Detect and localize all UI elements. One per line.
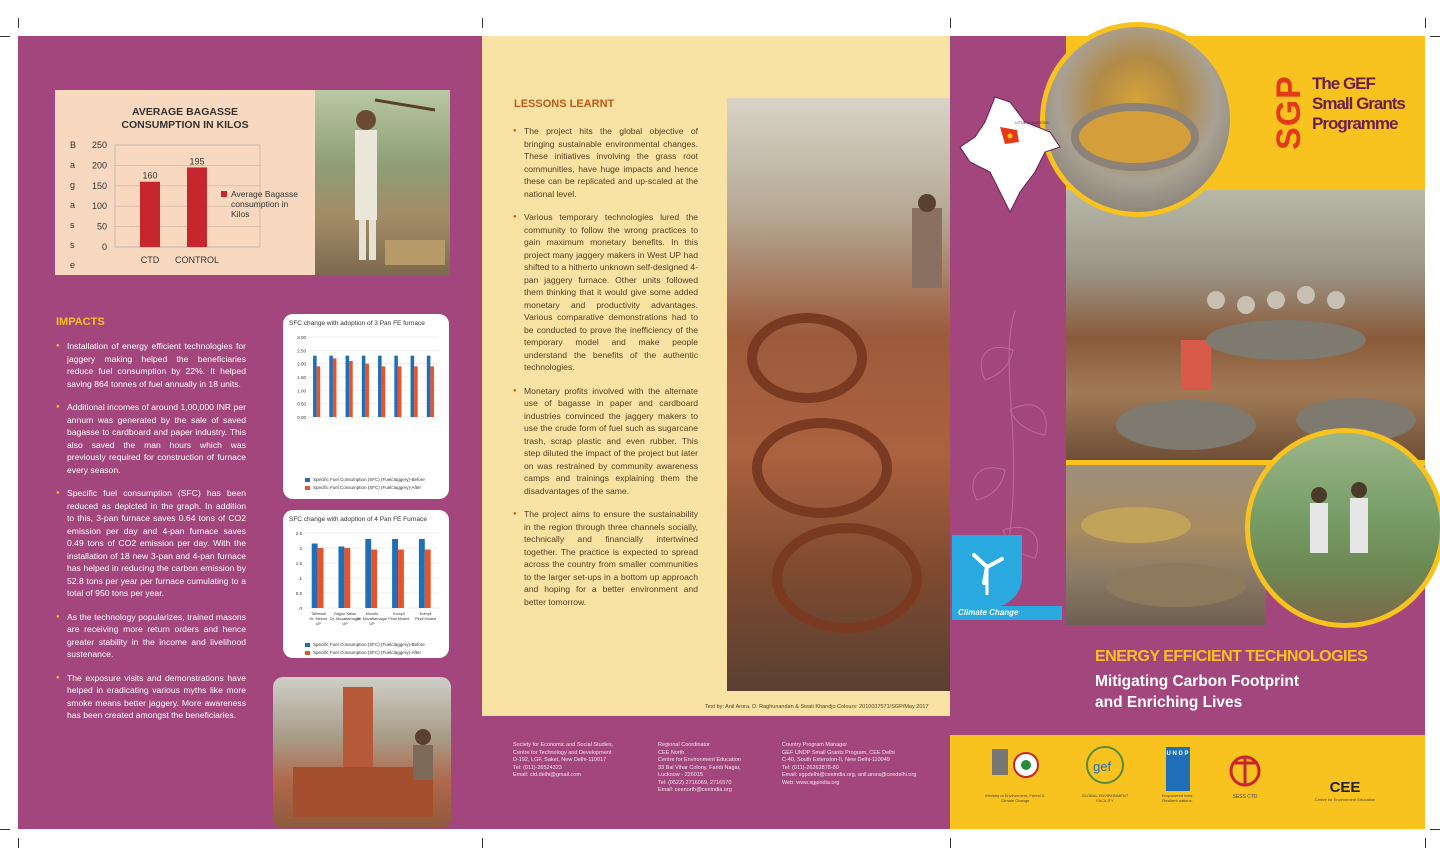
- contact-line: CEE North: [658, 749, 685, 756]
- impact-item: ● As the technology popularizes, trained masons are receiving more return orders and hence greater stability in the income and livelihood sustenance.: [56, 611, 246, 661]
- bagasse-y-label-letter: g: [70, 180, 76, 190]
- sfc-4pan-chart: [283, 510, 449, 658]
- undp-logo: [1155, 735, 1200, 829]
- gef-caption: GLOBAL ENVIRONMENT FACILITY: [1081, 793, 1129, 803]
- contact-line: Email: ctd.delhi@gmail.com: [513, 772, 581, 778]
- bagasse-y-tick: 0: [101, 242, 107, 252]
- sfc-bar: [398, 366, 402, 417]
- jaggery-vats-photo: [1066, 465, 1266, 625]
- sfc-bar: [411, 356, 415, 417]
- sgp-mark: SGP: [1270, 75, 1308, 150]
- contact-line: Tel: (011)-26262878-80: [782, 764, 839, 771]
- sfc-bar: [398, 550, 404, 609]
- sfc-bar: [339, 547, 345, 609]
- bagasse-bar: [140, 182, 160, 247]
- gef-logo: [1075, 735, 1135, 829]
- bagasse-title-line1: AVERAGE BAGASSE: [132, 106, 238, 118]
- bagasse-legend-text: Kilos: [231, 209, 250, 219]
- bagasse-legend-text: consumption in: [231, 199, 289, 209]
- bagasse-y-label-letter: B: [70, 140, 77, 150]
- bagasse-value-label: 195: [189, 156, 205, 167]
- bagasse-y-label-letter: s: [70, 240, 75, 250]
- sfc-y-tick: 1: [299, 576, 302, 581]
- sfc-bar: [313, 356, 317, 417]
- contact-cee-north: [658, 742, 741, 795]
- sfc-x-tick: Dt. Meerut: [309, 617, 328, 621]
- bagasse-x-tick: CONTROL: [174, 255, 220, 265]
- sgp-name-line: Small Grants: [1312, 94, 1405, 113]
- sfc-x-tick: Tahlewal: [311, 612, 326, 616]
- lesson-item: ● The project hits the global objective of bringing sustainable environmental changes. These initiatives involving the grass root communities, have huge impacts and hence these can be replicated and up-scaled at the national level.: [513, 125, 698, 200]
- sess-caption: SESS CTD: [1232, 794, 1258, 800]
- sfc-x-tick: UP: [342, 622, 348, 626]
- map-label: UTTAR PRADESH: [1015, 120, 1049, 125]
- sfc-x-tick: Dt. Muzaffarnagar: [356, 617, 388, 621]
- bagasse-x-tick: CTD: [140, 255, 160, 265]
- sfc-bar: [318, 548, 324, 608]
- undp-caption: Empowered lives. Resilient nations.: [1161, 793, 1194, 803]
- exposure-visit-circle-photo: [1245, 428, 1440, 628]
- sfc3-svg: [283, 314, 449, 499]
- contact-line: GEF UNDP Small Grants Program, CEE Delhi: [782, 749, 895, 756]
- subtitle-line: Mitigating Carbon Footprint: [1095, 673, 1300, 690]
- contact-line: Lucknow - 226015: [658, 772, 703, 778]
- workers-at-furnace-photo: [1066, 190, 1425, 460]
- contact-line: Regional Coordinator: [658, 742, 710, 748]
- bagasse-title-line2: CONSUMPTION IN KILOS: [121, 119, 249, 131]
- contact-line: Country Program Manager: [782, 742, 848, 748]
- bagasse-y-tick: 150: [91, 180, 107, 191]
- sfc3-legend-after: [305, 485, 421, 490]
- contact-line: Web: www.sgpindia.org: [782, 779, 840, 786]
- sfc-bar: [349, 361, 353, 417]
- cee-caption: Centre for Environment Education: [1314, 797, 1376, 802]
- sfc-y-tick: 0.00: [297, 415, 306, 420]
- man-with-scale-photo: [315, 90, 450, 275]
- brick-furnace-construction-photo: [727, 98, 950, 691]
- sfc4-legend-before-text: Specific Fuel Consumption (SFC) (Fuel/Jaggery)-Before: [313, 642, 425, 647]
- sfc-bar: [427, 356, 431, 417]
- sfc-x-tick: Rajpur Kalan: [334, 612, 357, 616]
- masons-building-furnace-photo: [273, 677, 451, 828]
- sfc4-legend-before: [305, 642, 425, 647]
- contact-line: Email: sgpdelhi@ceeindia.org, anil.arora@ceedelhi.org: [782, 772, 917, 778]
- contact-line: Centre for Environment Education: [658, 757, 741, 763]
- credit-line: Text by: Anil Arora, D. Raghunandan & Swati Khandjo Colours: 2010037571/SGP/May 2017: [705, 704, 929, 710]
- undp-mark: U N D P: [1166, 747, 1190, 791]
- sess-ctd-logo: [1220, 735, 1270, 829]
- sfc-bar: [382, 366, 386, 417]
- moefcc-caption: Ministry of Environment, Forest & Climate Change: [985, 793, 1045, 803]
- gef-mark: gef: [1093, 759, 1112, 774]
- sfc-y-tick: 1.00: [297, 388, 306, 394]
- sgp-name: [1312, 74, 1405, 134]
- bagasse-bar: [187, 167, 207, 247]
- sfc4-legend-after: [305, 650, 421, 655]
- bagasse-y-label-letter: a: [70, 160, 76, 170]
- sfc-bar: [317, 366, 321, 417]
- sfc-x-tick: Dt. Muzaffarnagar: [330, 617, 361, 621]
- cee-logo: [1290, 735, 1400, 829]
- moefcc-logo: [980, 735, 1050, 829]
- impacts-heading: IMPACTS: [56, 316, 105, 328]
- lesson-item: ● Various temporary technologies lured the community to follow the wrong practices to gain maximum monetary benefits. In this project many jaggery makers in West UP had shifted to a hitherto unknown self-designed 4-pan jaggery furnace. Other units followed them thinking that it would give some added monetary and productivity advantages. Various comparative demonstrations had to be conducted to prove the inefficiency of the temporary model and make people understand the benefits of the authentic technologies.: [513, 211, 698, 374]
- sfc-y-tick: 0.5: [295, 591, 302, 596]
- bagasse-y-tick: 100: [91, 201, 107, 212]
- bagasse-y-label-letter: e: [70, 260, 76, 270]
- bagasse-chart: [55, 90, 315, 275]
- brochure-subtitle: [1095, 671, 1299, 713]
- impact-item: ● Specific fuel consumption (SFC) has been reduced as depicted in the graph. In addition to this, 3-pan furnace saves 0.64 tons of CO2 emission per day and 4-pan furnace saves 0.49 tons of CO2 emission per day. With the installation of 18 new 3-pan and 4-pan furnace has helped in reducing the carbon emission by 52.8 tons per year per furnace cumulating to a total of 950 tons per year.: [56, 487, 246, 600]
- bagasse-chart-svg: [55, 90, 315, 275]
- sfc-y-tick: 2.00: [297, 361, 306, 367]
- sfc-y-tick: 3.00: [297, 335, 306, 340]
- climate-change-label: Climate Change: [952, 606, 1062, 620]
- sfc-y-tick: 1.50: [297, 375, 306, 380]
- brochure-title: ENERGY EFFICIENT TECHNOLOGIES: [1095, 648, 1368, 665]
- sfc-bar: [344, 548, 350, 608]
- sfc-bar: [312, 544, 318, 609]
- evaporation-pans-circle-photo: [1040, 22, 1235, 217]
- contact-line: 33 Bal Vihar Colony, Faridi Nagar,: [658, 764, 741, 771]
- contact-line: Centre for Technology and Development: [513, 749, 612, 756]
- bagasse-legend-swatch: [221, 191, 227, 197]
- contact-line: C-40, South Extension-II, New Delhi-110049: [782, 757, 890, 763]
- sfc-bar: [365, 364, 369, 417]
- sfc-bar: [333, 358, 337, 417]
- sgp-name-line: Programme: [1312, 114, 1398, 133]
- sfc-bar: [346, 356, 350, 417]
- impacts-list: [56, 340, 246, 733]
- sfc3-legend-before: [305, 477, 425, 482]
- sfc-bar: [425, 550, 431, 609]
- impact-item: ● Additional incomes of around 1,00,000 INR per annum was generated by the sale of saved bagasse to cardboard and paper industry. This also saved the man hours which was previously required for construction of furnace every season.: [56, 401, 246, 476]
- contact-sgp-delhi: [782, 742, 916, 787]
- sfc-y-tick: 1.5: [295, 561, 302, 566]
- sfc-y-tick: 2.5: [295, 531, 302, 536]
- contact-line: D-192, LGF, Saket, New Delhi-110017: [513, 757, 607, 763]
- sgp-logo: [1270, 72, 1410, 152]
- sfc-bar: [394, 356, 398, 417]
- bagasse-y-label-letter: a: [70, 200, 76, 210]
- sfc-y-tick: 0: [299, 606, 302, 611]
- impact-item: ● The exposure visits and demonstrations have helped in eradicating various myths like more smoke means better jaggery. More awareness has been created amongst the beneficiaries.: [56, 672, 246, 722]
- bagasse-value-label: 160: [142, 170, 158, 181]
- subtitle-line: and Enriching Lives: [1095, 694, 1243, 711]
- partner-logos: [950, 735, 1425, 829]
- sfc-3pan-chart: [283, 314, 449, 499]
- sfc-bar: [419, 539, 425, 608]
- bagasse-legend-text: Average Bagasse: [231, 189, 298, 199]
- climate-change-badge: [952, 535, 1022, 607]
- sfc3-title: SFC change with adoption of 3 Pan FE furnace: [289, 320, 425, 327]
- bagasse-y-label-letter: s: [70, 220, 75, 230]
- contact-line: Society for Economic and Social Studies,: [513, 742, 614, 748]
- bagasse-y-tick: 200: [91, 160, 107, 171]
- sfc-x-tick: Kompli: [419, 612, 432, 616]
- sfc-x-tick: Kompli: [392, 612, 405, 616]
- lessons-list: [513, 125, 698, 619]
- contact-line: Tel: (011)-26524323: [513, 764, 562, 771]
- sfc-bar: [378, 356, 382, 417]
- sfc4-title: SFC change with adoption of 4 Pan FE Furnace: [289, 516, 428, 523]
- cee-mark: CEE: [1329, 779, 1361, 796]
- contact-line: Email: ceenorth@ceeindia.org: [658, 787, 732, 793]
- sfc-bar: [365, 539, 371, 608]
- sfc-bar: [430, 366, 434, 417]
- lesson-item: ● Monetary profits involved with the alternate use of bagasse in paper and cardboard industries convinced the jaggery makers to use the crude form of fuel such as sugarcane trash, scrap plastic and even rubber. This step diluted the impact of the project but later on was restrained by community awareness camps and trainings explaining them the disadvantages of the same.: [513, 385, 698, 498]
- sfc-y-tick: 2: [299, 546, 302, 551]
- impact-item: ● Installation of energy efficient technologies for jaggery making helped the beneficiaries reduce fuel consumption by 22%. It helped saving 864 tonnes of fuel annually in 18 units.: [56, 340, 246, 390]
- sgp-name-line: The GEF: [1312, 74, 1375, 93]
- sfc-x-tick: UP: [369, 622, 375, 626]
- sfc3-legend-after-text: Specific Fuel Consumption (SFC) (Fuel/Jaggery)-After: [313, 485, 422, 490]
- sfc-bar: [414, 366, 418, 417]
- contact-line: Tel: (0522) 2716069, 2716570: [658, 779, 732, 786]
- sfc-x-tick: UP: [315, 622, 322, 626]
- sfc3-legend-before-text: Specific Fuel Consumption (SFC) (Fuel/Jaggery)-Before: [313, 477, 425, 482]
- sfc-y-tick: 0.50: [297, 401, 306, 407]
- india-map: [955, 92, 1065, 217]
- contact-ctd: [513, 742, 613, 780]
- lesson-item: ● The project aims to ensure the sustainability in the region through three channels socially, technically and financially intertwined together. The practice is expected to spread across the country from smaller communities to the larger set-ups in a bottom up approach and hoping for a better environment and better tomorrow.: [513, 508, 698, 608]
- sfc-bar: [329, 356, 333, 417]
- sfc-x-tick: Pindi Moded: [388, 617, 410, 621]
- lessons-heading: LESSONS LEARNT: [514, 98, 615, 110]
- bagasse-y-tick: 50: [96, 221, 107, 232]
- sfc4-legend-after-text: Specific Fuel Consumption (SFC) (Fuel/Jaggery)-After: [313, 650, 422, 655]
- sfc-x-tick: Mundhi: [365, 612, 379, 616]
- sfc-y-tick: 2.50: [297, 348, 306, 354]
- sfc-bar: [392, 539, 398, 608]
- sfc4-svg: [283, 510, 449, 658]
- sfc-bar: [371, 550, 377, 609]
- sfc-bar: [362, 356, 366, 417]
- bagasse-y-tick: 250: [91, 140, 107, 150]
- sfc-x-tick: Pindi Moded: [415, 617, 437, 621]
